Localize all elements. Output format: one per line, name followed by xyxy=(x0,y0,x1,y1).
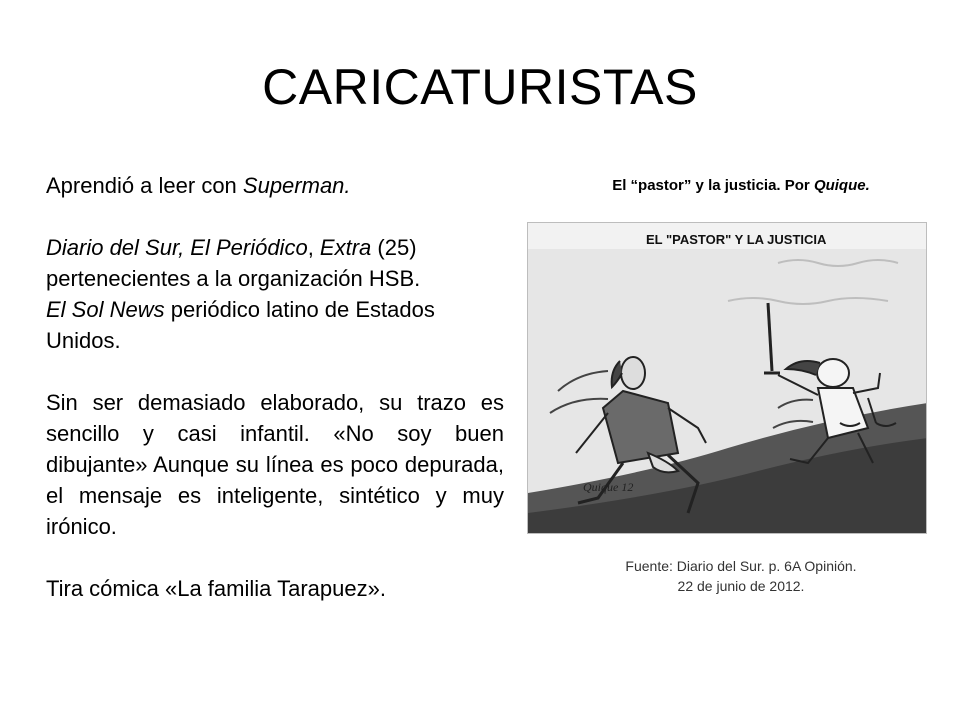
paragraph-style: Sin ser demasiado elaborado, su trazo es sencillo y casi infantil. «No soy buen dibujante» Aunque su línea es poco depurada, el mensaje es inteligente, sintético y muy irónico. xyxy=(46,390,504,539)
caption-text: El “pastor” y la justicia. Por xyxy=(612,177,814,194)
source-citation xyxy=(526,556,956,596)
cartoon-caption xyxy=(526,177,956,194)
cartoon-heading: EL "PASTOR" Y LA JUSTICIA xyxy=(646,232,827,247)
italic-newspapers: Diario del Sur, El Periódico xyxy=(46,235,308,260)
slide-title: CARICATURISTAS xyxy=(262,59,698,115)
caption-author: Quique. xyxy=(813,177,870,194)
cartoon-signature: Quique 12 xyxy=(583,480,634,494)
cartoon-image xyxy=(527,222,927,534)
left-text-block xyxy=(46,170,504,604)
paragraph-newspapers xyxy=(46,232,504,294)
cartoon-drawing xyxy=(528,223,927,534)
italic-extra: Extra xyxy=(319,235,372,260)
paragraph-sol-news xyxy=(46,294,504,356)
italic-sol-news: El Sol News xyxy=(46,297,165,322)
text-span: (25) pertenecientes a la organización HSB. xyxy=(46,235,421,291)
source-line-2: 22 de junio de 2012. xyxy=(677,578,805,594)
source-line-1: Fuente: Diario del Sur. p. 6A Opinión. xyxy=(625,558,857,574)
italic-superman: Superman. xyxy=(242,173,351,198)
text-span: , xyxy=(307,235,320,260)
paragraph-comic-strip: Tira cómica «La familia Tarapuez». xyxy=(46,576,386,601)
text-span: periódico latino de Estados Unidos. xyxy=(46,297,435,353)
paragraph-superman xyxy=(46,170,504,201)
text-span: Aprendió a leer con xyxy=(46,173,243,198)
